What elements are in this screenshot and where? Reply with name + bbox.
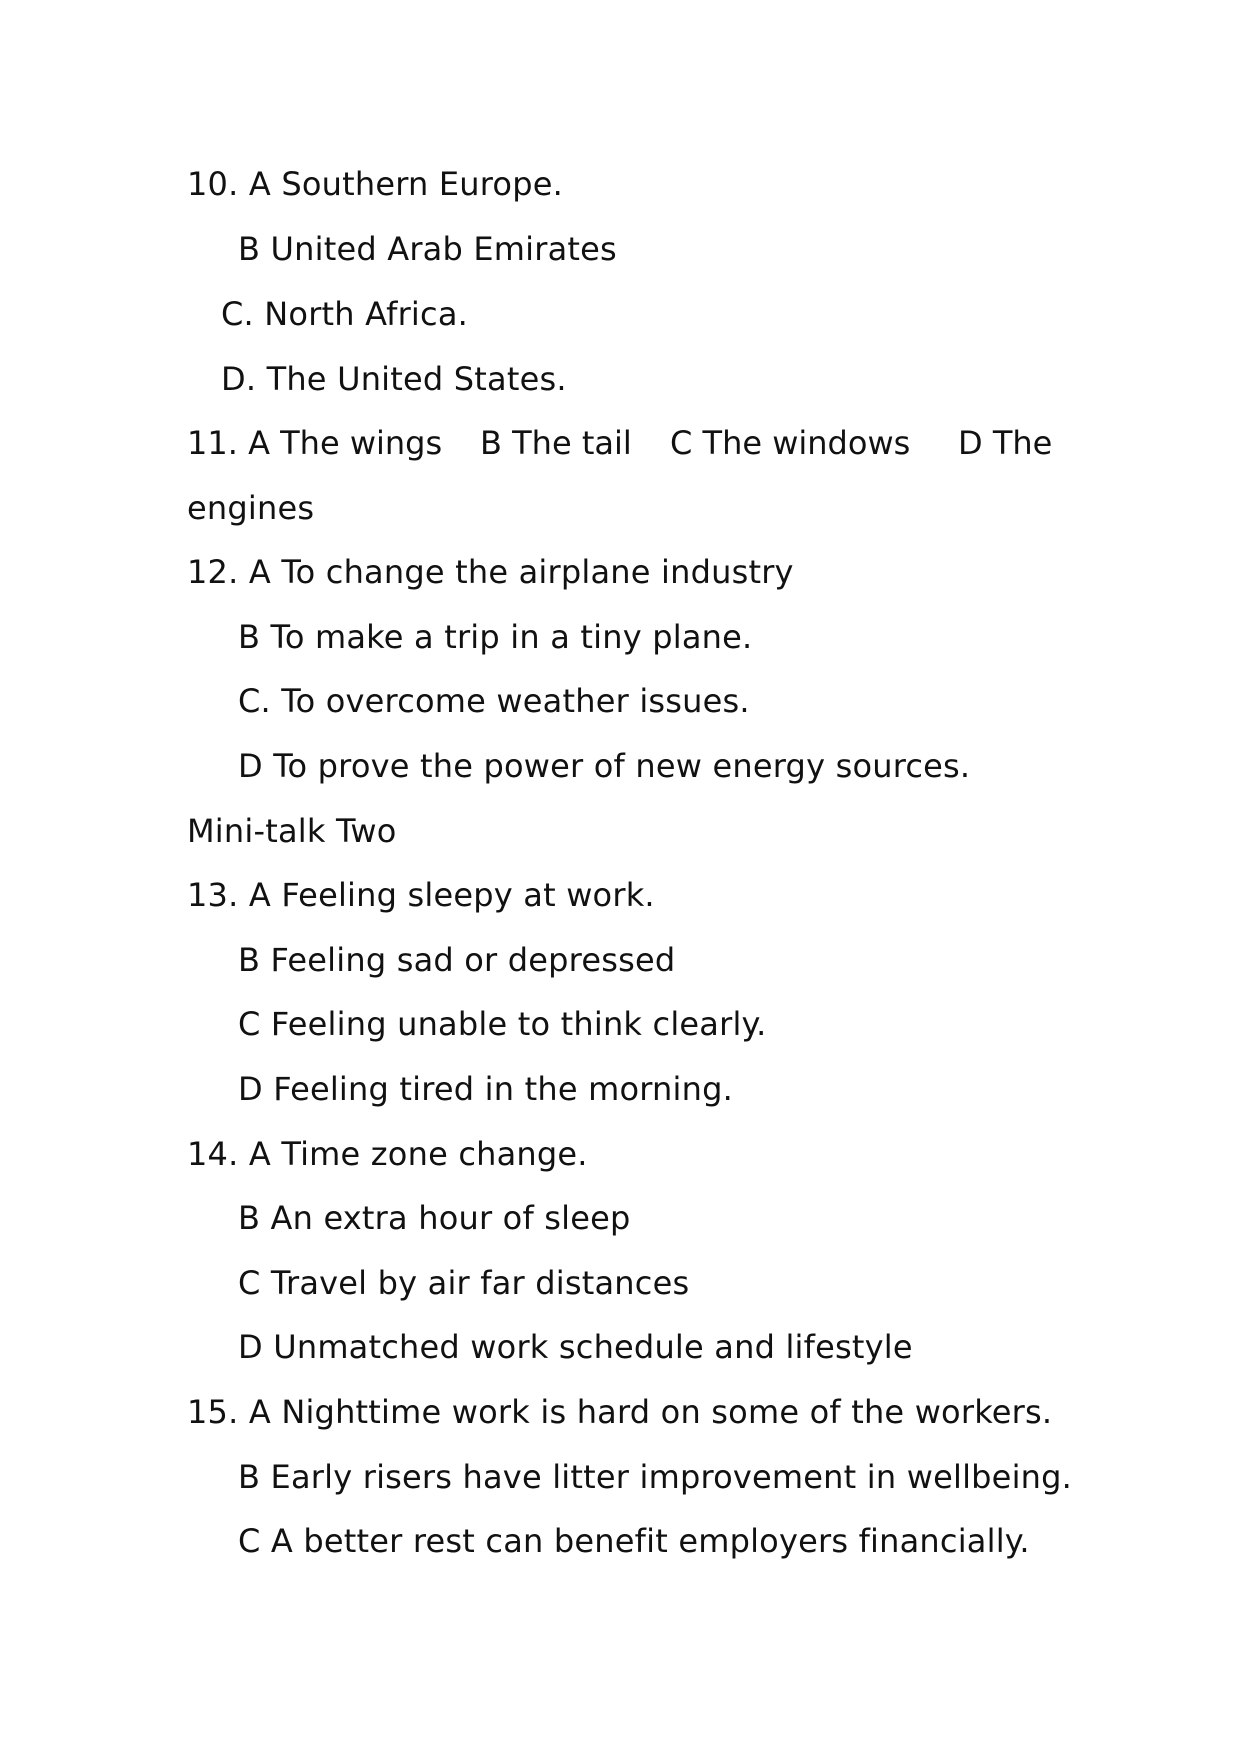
q11-option-c: C The windows <box>670 424 911 462</box>
q10-option-d: D. The United States. <box>221 360 567 398</box>
q15-option-b: B Early risers have litter improvement in wellbeing. <box>238 1458 1073 1496</box>
q11-stem: 11. A The wings <box>187 424 443 462</box>
q12-option-d: D To prove the power of new energy sources. <box>238 747 971 785</box>
q11-option-d: D The <box>958 424 1053 462</box>
q10-option-c: C. North Africa. <box>221 295 468 333</box>
q15-stem: 15. A Nighttime work is hard on some of the workers. <box>187 1393 1053 1431</box>
q12-stem: 12. A To change the airplane industry <box>187 553 794 591</box>
q14-stem: 14. A Time zone change. <box>187 1135 588 1173</box>
q15-option-c: C A better rest can benefit employers financially. <box>238 1522 1030 1560</box>
q10-option-b: B United Arab Emirates <box>238 230 617 268</box>
q13-option-d: D Feeling tired in the morning. <box>238 1070 733 1108</box>
q10-stem: 10. A Southern Europe. <box>187 165 563 203</box>
q13-option-c: C Feeling unable to think clearly. <box>238 1005 767 1043</box>
q11-option-b: B The tail <box>480 424 632 462</box>
q14-option-b: B An extra hour of sleep <box>238 1199 631 1237</box>
q14-option-d: D Unmatched work schedule and lifestyle <box>238 1328 913 1366</box>
q11-row <box>187 423 1057 463</box>
q11-continuation: engines <box>187 489 315 527</box>
q13-stem: 13. A Feeling sleepy at work. <box>187 876 655 914</box>
q14-option-c: C Travel by air far distances <box>238 1264 690 1302</box>
q12-option-c: C. To overcome weather issues. <box>238 682 750 720</box>
section-heading: Mini-talk Two <box>187 812 397 850</box>
q13-option-b: B Feeling sad or depressed <box>238 941 676 979</box>
q12-option-b: B To make a trip in a tiny plane. <box>238 618 753 656</box>
